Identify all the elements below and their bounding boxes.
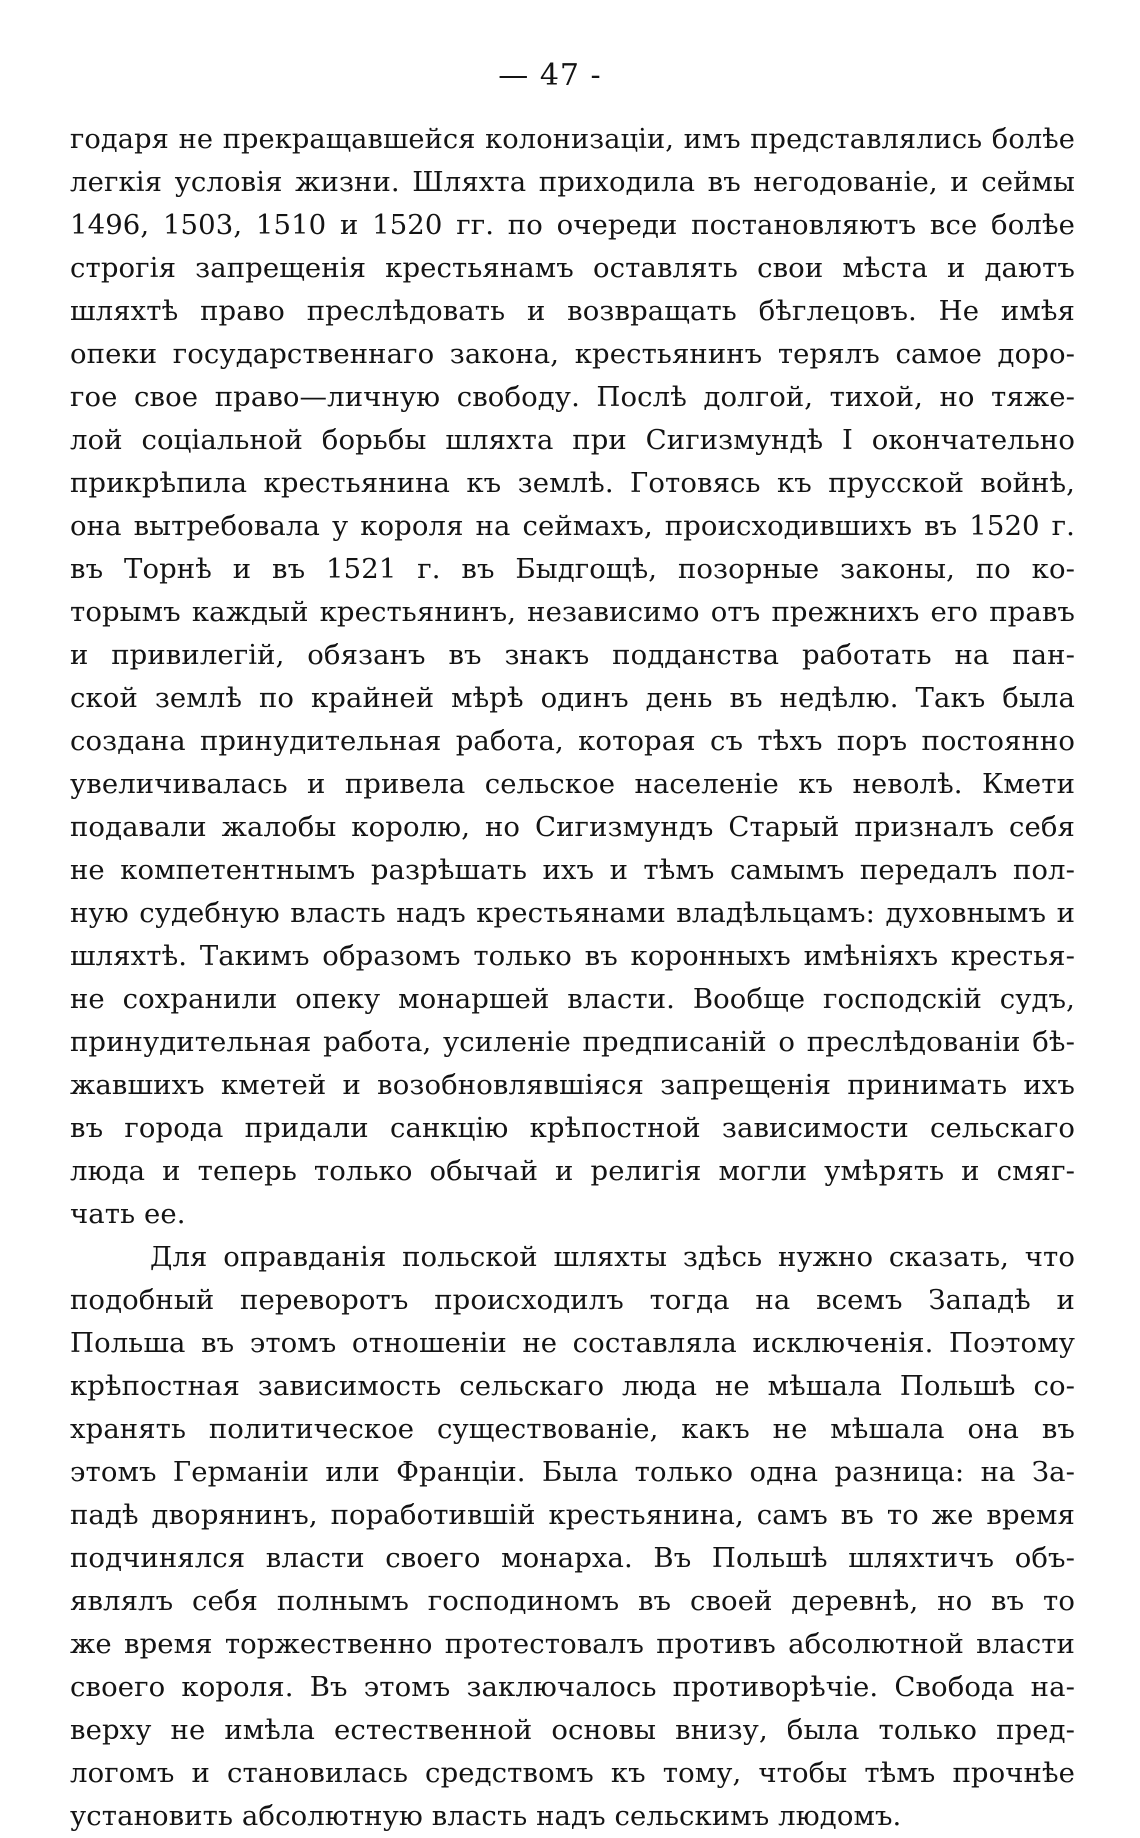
text-line-content: верху не имѣла естественной основы внизу, была только пред- (70, 1714, 1075, 1746)
text-line (70, 204, 1075, 247)
text-line (70, 1666, 1075, 1709)
text-line (70, 376, 1075, 419)
text-line (70, 892, 1075, 935)
text-line-content: же время торжественно протестовалъ противъ абсолютной власти (70, 1628, 1075, 1660)
page-number: — 47 - (498, 58, 602, 93)
text-line (70, 849, 1075, 892)
text-line (70, 462, 1075, 505)
paragraph-2 (70, 1236, 1075, 1838)
text-line-content: подобный переворотъ происходилъ тогда на всемъ Западѣ и (70, 1284, 1075, 1316)
text-line (70, 935, 1075, 978)
text-line-content: прикрѣпила крестьянина къ землѣ. Готовясь къ прусской войнѣ, (70, 467, 1075, 499)
text-line-content: не компетентнымъ разрѣшать ихъ и тѣмъ самымъ передалъ пол- (70, 854, 1075, 886)
text-line (70, 1537, 1075, 1580)
text-line-content: легкія условія жизни. Шляхта приходила въ негодованіе, и сеймы (70, 166, 1075, 198)
text-line (70, 720, 1075, 763)
text-line (70, 333, 1075, 376)
text-line-content: въ Торнѣ и въ 1521 г. въ Быдгощѣ, позорные законы, по ко- (70, 553, 1075, 585)
text-line (70, 806, 1075, 849)
body-text (70, 118, 1075, 1838)
text-line-content: установить абсолютную власть надъ сельскимъ людомъ. (70, 1800, 902, 1832)
text-line (70, 1322, 1075, 1365)
text-line (70, 1494, 1075, 1537)
text-line-content: жавшихъ кметей и возобновлявшіяся запрещенія принимать ихъ (70, 1069, 1075, 1101)
text-line-content: чать ее. (70, 1198, 186, 1230)
text-line (70, 1064, 1075, 1107)
text-line (70, 419, 1075, 462)
text-line-content: Для оправданія польской шляхты здѣсь нужно сказать, что (150, 1241, 1075, 1273)
text-line-content: хранять политическое существованіе, какъ не мѣшала она въ (70, 1413, 1075, 1445)
text-line-content: крѣпостная зависимость сельскаго люда не мѣшала Польшѣ со- (70, 1370, 1075, 1402)
text-line-content: лой соціальной борьбы шляхта при Сигизмундѣ I окончательно (70, 424, 1075, 456)
text-line-content: опеки государственнаго закона, крестьянинъ терялъ самое доро- (70, 338, 1075, 370)
text-line (70, 1365, 1075, 1408)
text-line (70, 1193, 1075, 1236)
text-line-content: создана принудительная работа, которая съ тѣхъ поръ постоянно (70, 725, 1075, 757)
text-line-content: подчинялся власти своего монарха. Въ Польшѣ шляхтичъ объ- (70, 1542, 1075, 1574)
text-line (70, 634, 1075, 677)
text-line-content: ную судебную власть надъ крестьянами владѣльцамъ: духовнымъ и (70, 897, 1075, 929)
text-line (70, 505, 1075, 548)
text-line (70, 591, 1075, 634)
text-line-content: этомъ Германіи или Франціи. Была только одна разница: на За- (70, 1456, 1075, 1488)
text-line (70, 1236, 1075, 1279)
text-line-content: торымъ каждый крестьянинъ, независимо отъ прежнихъ его правъ (70, 596, 1075, 628)
text-line (70, 548, 1075, 591)
text-line (70, 1279, 1075, 1322)
text-line (70, 118, 1075, 161)
text-line (70, 290, 1075, 333)
text-line (70, 1451, 1075, 1494)
text-line-content: логомъ и становилась средствомъ къ тому, чтобы тѣмъ прочнѣе (70, 1757, 1075, 1789)
text-line (70, 763, 1075, 806)
text-line (70, 1709, 1075, 1752)
text-line-content: строгія запрещенія крестьянамъ оставлять свои мѣста и даютъ (70, 252, 1075, 284)
text-line-content: шляхтѣ право преслѣдовать и возвращать бѣглецовъ. Не имѣя (70, 295, 1075, 327)
text-line-content: не сохранили опеку монаршей власти. Вообще господскій судъ, (70, 983, 1075, 1015)
text-line-content: Польша въ этомъ отношеніи не составляла исключенія. Поэтому (70, 1327, 1075, 1359)
text-line (70, 161, 1075, 204)
text-line (70, 677, 1075, 720)
text-line (70, 1408, 1075, 1451)
text-line (70, 1580, 1075, 1623)
text-line (70, 1623, 1075, 1666)
text-line (70, 1107, 1075, 1150)
text-line (70, 978, 1075, 1021)
text-line (70, 1150, 1075, 1193)
text-line-content: подавали жалобы королю, но Сигизмундъ Старый призналъ себя (70, 811, 1075, 843)
text-line-content: шляхтѣ. Такимъ образомъ только въ коронныхъ имѣніяхъ крестья- (70, 940, 1075, 972)
text-line-content: 1496, 1503, 1510 и 1520 гг. по очереди постановляютъ все болѣе (70, 209, 1075, 241)
text-line-content: принудительная работа, усиленіе предписаній о преслѣдованіи бѣ- (70, 1026, 1075, 1058)
text-line (70, 247, 1075, 290)
text-line-content: гое свое право—личную свободу. Послѣ долгой, тихой, но тяже- (70, 381, 1075, 413)
text-line (70, 1021, 1075, 1064)
text-line-content: и привилегій, обязанъ въ знакъ подданства работать на пан- (70, 639, 1075, 671)
text-line-content: ской землѣ по крайней мѣрѣ одинъ день въ недѣлю. Такъ была (70, 682, 1075, 714)
text-line-content: падѣ дворянинъ, поработившій крестьянина, самъ въ то же время (70, 1499, 1075, 1531)
text-line (70, 1752, 1075, 1795)
paragraph-1 (70, 118, 1075, 1236)
text-line-content: люда и теперь только обычай и религія могли умѣрять и смяг- (70, 1155, 1075, 1187)
text-line-content: увеличивалась и привела сельское населеніе къ неволѣ. Кмети (70, 768, 1075, 800)
text-line-content: въ города придали санкцію крѣпостной зависимости сельскаго (70, 1112, 1075, 1144)
text-line-content: годаря не прекращавшейся колонизаціи, имъ представлялись болѣе (70, 124, 1075, 155)
text-line-content: являлъ себя полнымъ господиномъ въ своей деревнѣ, но въ то (70, 1585, 1075, 1617)
text-line-content: она вытребовала у короля на сеймахъ, происходившихъ въ 1520 г. (70, 510, 1075, 542)
text-line-content: своего короля. Въ этомъ заключалось противорѣчіе. Свобода на- (70, 1671, 1075, 1703)
